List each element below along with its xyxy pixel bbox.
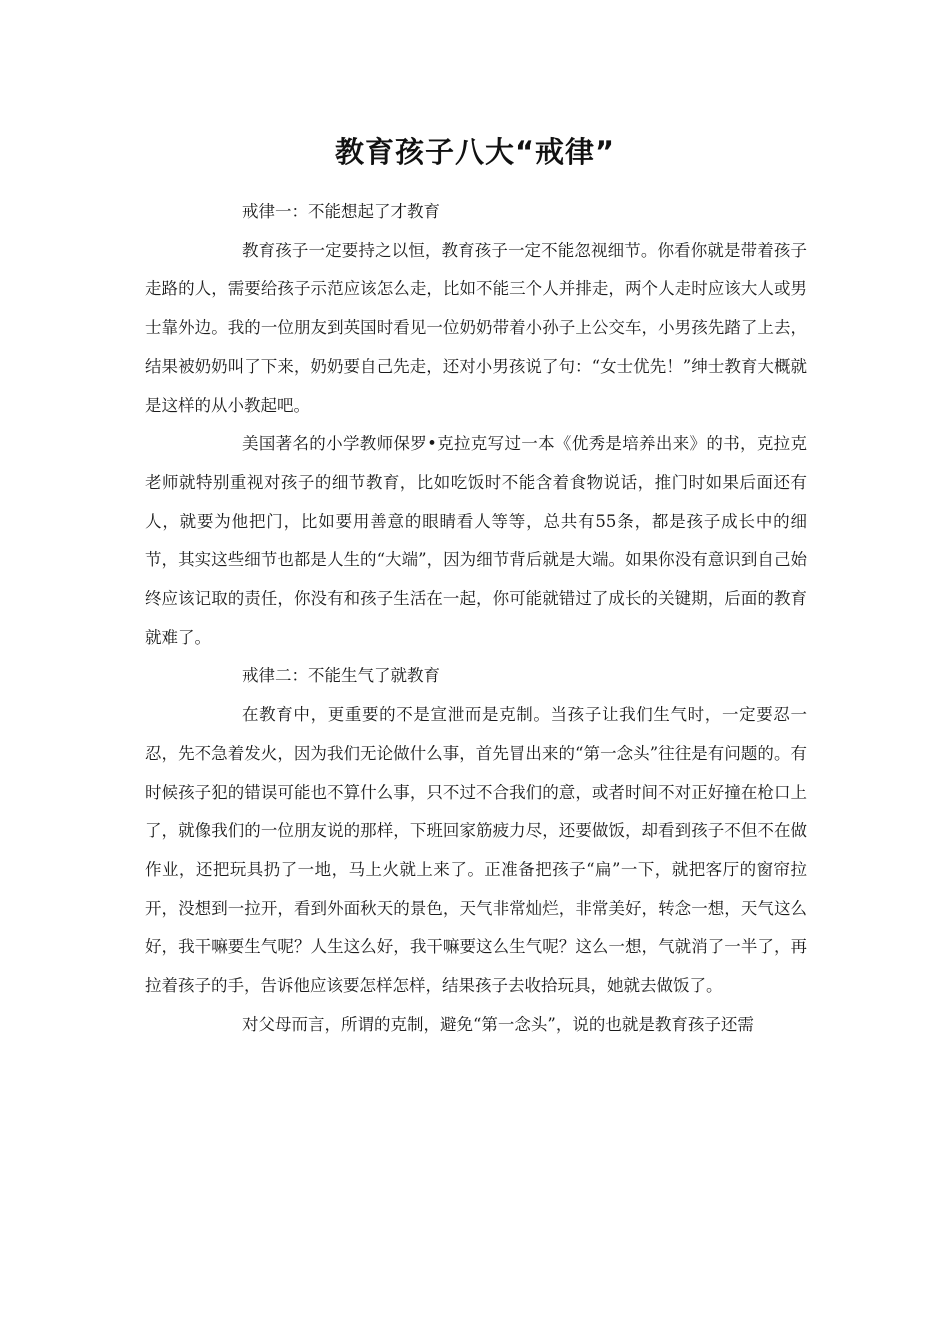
paragraph: 对父母而言，所谓的克制，避免“第一念头”，说的也就是教育孩子还需 (242, 1014, 754, 1034)
paragraph: 在教育中，更重要的不是宣泄而是克制。当孩子让我们生气时，一定要忍一忍，先不急着发火，因为我们无论做什么事，首先冒出来的“第一念头”往往是有问题的。有时候孩子犯的错误可能也不算什么事，只不过不合我们的意，或者时间不对正好撞在枪口上了，就像我们的一位朋友说的那样，下班回家筋疲力尽，还要做饭，却看到孩子不但不在做作业，还把玩具扔了一地，马上火就上来了。正准备把孩子“扁”一下，就把客厅的窗帘拉开，没想到一拉开，看到外面秋天的景色，天气非常灿烂，非常美好，转念一想，天气这么好，我干嘛要生气呢？人生这么好，我干嘛要这么生气呢？这么一想，气就消了一半了，再拉着孩子的手，告诉他应该要怎样怎样，结果孩子去收拾玩具，她就去做饭了。 (145, 705, 807, 996)
section-heading: 戒律一：不能想起了才教育 (242, 202, 440, 221)
document-title: 教育孩子八大“戒律” (334, 135, 616, 169)
document-body (145, 193, 807, 1044)
paragraph: 教育孩子一定要持之以恒，教育孩子一定不能忽视细节。你看你就是带着孩子走路的人，需要给孩子示范应该怎么走，比如不能三个人并排走，两个人走时应该大人或男士靠外边。我的一位朋友到英国时看见一位奶奶带着小孙子上公交车，小男孩先踏了上去，结果被奶奶叫了下来，奶奶要自己先走，还对小男孩说了句：“女士优先！”绅士教育大概就是这样的从小教起吧。 (145, 240, 807, 415)
paragraph: 美国著名的小学教师保罗•克拉克写过一本《优秀是培养出来》的书，克拉克老师就特别重视对孩子的细节教育，比如吃饭时不能含着食物说话，推门时如果后面还有人，就要为他把门，比如要用善意的眼睛看人等等，总共有55条，都是孩子成长中的细节，其实这些细节也都是人生的“大端”，因为细节背后就是大端。如果你没有意识到自己始终应该记取的责任，你没有和孩子生活在一起，你可能就错过了成长的关键期，后面的教育就难了。 (145, 434, 807, 647)
section-heading: 戒律二：不能生气了就教育 (242, 666, 440, 686)
